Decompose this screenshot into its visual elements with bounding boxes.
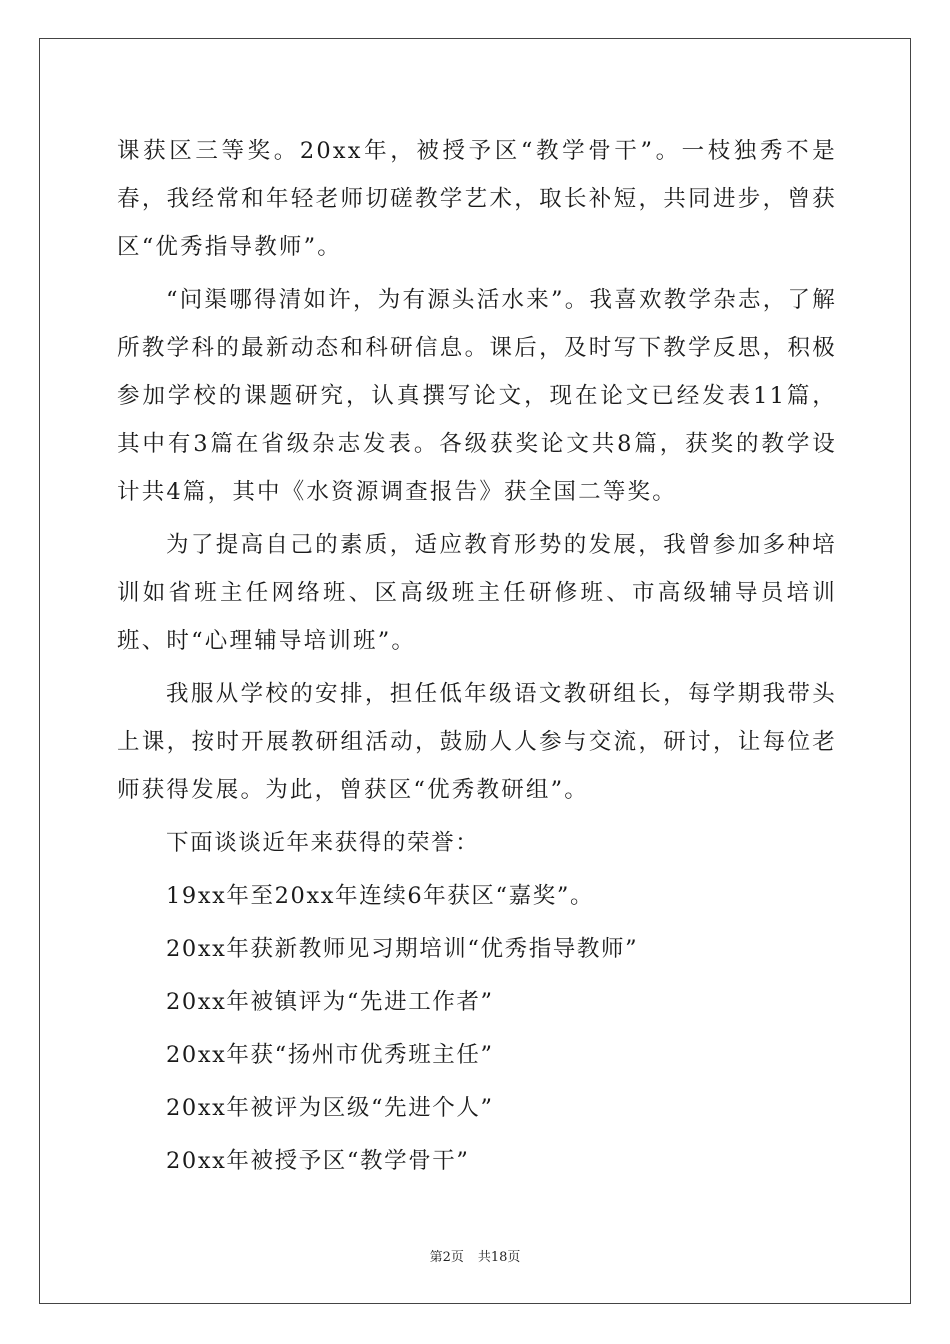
paragraph-training: 为了提高自己的素质，适应教育形势的发展，我曾参加多种培训如省班主任网络班、区高级班主任研修班、市高级辅导员培训班、时“心理辅导培训班”。: [117, 532, 837, 654]
honor-item: 20xx年获新教师见习期培训“优秀指导教师”: [166, 936, 639, 962]
honor-item: 20xx年被授予区“教学骨干”: [166, 1148, 470, 1174]
paragraph-research: “问渠哪得清如许，为有源头活水来”。我喜欢教学杂志，了解所教学科的最新动态和科研信息。课后，及时写下教学反思，积极参加学校的课题研究，认真撰写论文，现在论文已经发表11篇，其中有3篇在省级杂志发表。各级获奖论文共8篇，获奖的教学设计共4篇，其中《水资源调查报告》获全国二等奖。: [117, 287, 837, 505]
document-body: [117, 127, 837, 1185]
honor-item: 20xx年被镇评为“先进工作者”: [166, 989, 494, 1015]
paragraph-honors-intro: 下面谈谈近年来获得的荣誉：: [166, 830, 480, 856]
honor-item: 20xx年被评为区级“先进个人”: [166, 1095, 494, 1121]
honor-item: 20xx年获“扬州市优秀班主任”: [166, 1042, 494, 1068]
page-total: 共18页: [477, 1250, 521, 1265]
page-footer: [0, 1246, 950, 1265]
honor-item: 19xx年至20xx年连续6年获区“嘉奖”。: [166, 883, 595, 909]
paragraph-continued: 课获区三等奖。20xx年，被授予区“教学骨干”。一枝独秀不是春，我经常和年轻老师切磋教学艺术，取长补短，共同进步，曾获区“优秀指导教师”。: [117, 138, 837, 260]
page-number: 第2页: [429, 1250, 464, 1265]
paragraph-teaching-group: 我服从学校的安排，担任低年级语文教研组长，每学期我带头上课，按时开展教研组活动，鼓励人人参与交流，研讨，让每位老师获得发展。为此，曾获区“优秀教研组”。: [117, 681, 837, 803]
